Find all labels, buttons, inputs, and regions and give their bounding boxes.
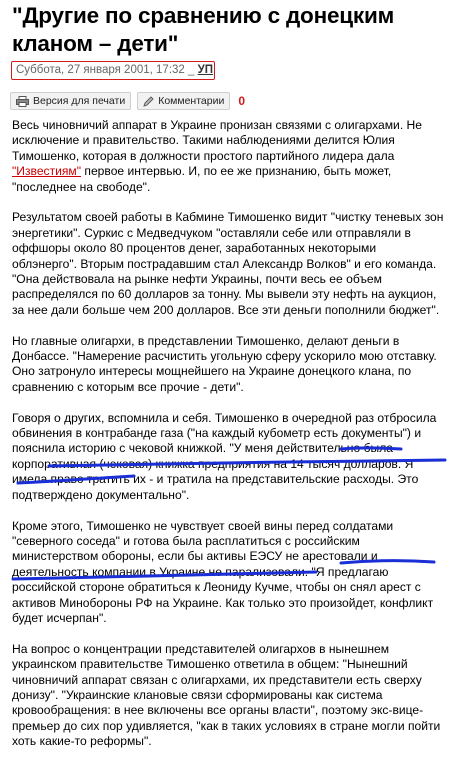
article-paragraph: Результатом своей работы в Кабмине Тимошенко видит "чистку теневых зон энергетики". Суркис с Медведчуком "оставляли себе или отправляли в оффшоры около 80 процентов денег, заработанных некоторыми облэнерго". Вторым пострадавшим стал Александр Волков" и его команда. "Она действовала на рынке нефти Украины, почти весь ее объем распределялся по 60 долларов за тонну. Мы вывели эту нефть на аукцион, за нее дали больше чем 200 долларов. Все эти деньги пополнили бюджет".	[12, 210, 444, 317]
article-paragraph: Кроме этого, Тимошенко не чувствует своей вины перед солдатами "северного соседа" и готова была расплатиться с российским министерством обороны, если бы активы ЕЭСУ не арестовали и деятельность компании в Украине не парализовали. "Я предлагаю российской стороне обратиться к Леониду Кучме, чтобы он снял арест с активов Минобороны РФ на Украине. Как только это произойдет, конфликт будет исчерпан".	[12, 518, 434, 625]
article-source-link[interactable]: УП	[197, 64, 214, 76]
paragraph-text: первое интервью. И, по ее же признанию, быть может, "последнее на свободе".	[12, 164, 392, 194]
meta-separator: _	[188, 64, 195, 76]
pencil-icon	[143, 96, 154, 107]
article-paragraph: На вопрос о концентрации представителей олигархов в нынешнем украинском правительстве Тимошенко ответила в общем: "Нынешний чиновничий аппарат связан с олигархами, их представители есть сверху донизу". "Украинские клановые связи сформированы как система кровообращения: в нее включены все органы власти", поэтому экс-вице-премьер до сих пор удивляется, "как в таких условиях в стране могли пойти хоть какие-то реформы".	[12, 641, 441, 749]
comments-label: Комментарии	[158, 95, 225, 107]
print-version-label: Версия для печати	[33, 95, 126, 107]
printer-icon	[16, 96, 29, 107]
paragraph-text: Весь чиновничий аппарат в Украине пронизан связями с олигархами. Не исключение и правительство. Такими наблюдениями делится Юлия Тимошенко, которая в должности простого партийного лидера дала	[12, 118, 422, 163]
article-meta	[11, 61, 215, 80]
comments-count[interactable]: 0	[238, 94, 246, 108]
article-paragraph: Говоря о других, вспомнила и себя. Тимошенко в очередной раз отбросила обвинения в контрабанде газа ("на каждый кубометр есть документы") и пояснила историю с чековой книжкой. "У меня действительно была корпоративная (чековая) книжка предприятия на 14 тысяч долларов. Я имела право тратить их - и тратила на представительские расходы. Это подтверждено документально".	[12, 410, 437, 502]
article-toolbar	[10, 91, 245, 111]
print-version-button[interactable]	[10, 92, 131, 110]
article-body	[12, 118, 444, 765]
article-title: "Другие по сравнению с донецким кланом – дети"	[12, 3, 395, 56]
article-paragraph: Но главные олигархи, в представлении Тимошенко, делают деньги в Донбассе. "Намерение расчистить угольную сферу ускорило мою отставку. Оно затронуло интересы мощнейшего на Украине донецкого клана, по сравнению с которым все прочие - дети".	[12, 333, 437, 394]
article-date: Суббота, 27 января 2001, 17:32	[16, 64, 185, 76]
izvestia-link[interactable]: "Известиям"	[12, 164, 82, 179]
article-paragraph	[12, 118, 444, 195]
comments-button[interactable]	[137, 92, 230, 110]
